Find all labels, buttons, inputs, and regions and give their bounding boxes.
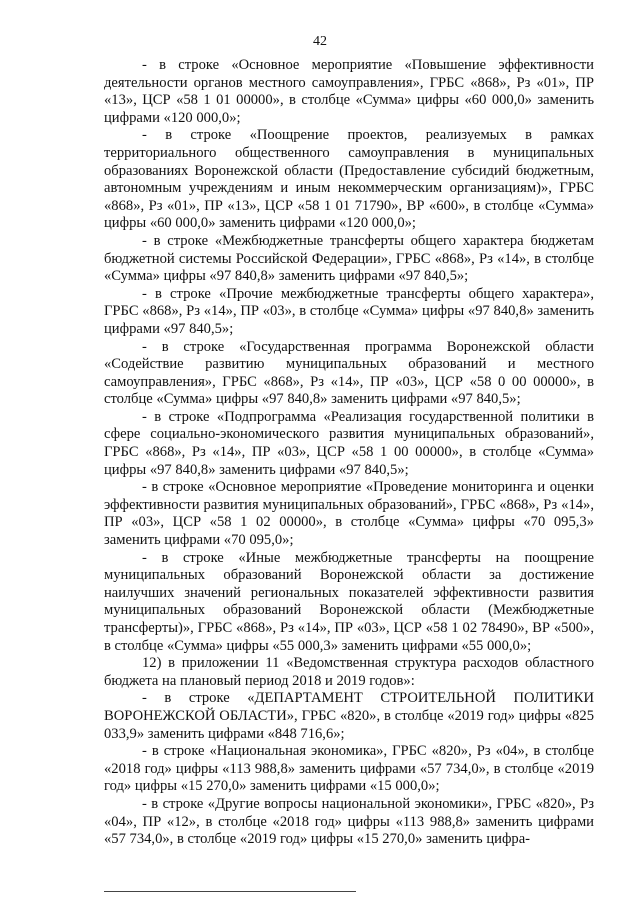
paragraph: - в строке «Другие вопросы национальной экономики», ГРБС «820», Рз «04», ПР «12», в столбце «2018 год» цифры «113 988,8» заменить цифрами «57 734,0», в столбце «2019 год» цифры «15 270,0» заменить цифра- <box>104 795 594 848</box>
paragraph-item-12: 12) в приложении 11 «Ведомственная структура расходов областного бюджета на плановый период 2018 и 2019 годов»: <box>104 655 594 689</box>
paragraph: - в строке «ДЕПАРТАМЕНТ СТРОИТЕЛЬНОЙ ПОЛИТИКИ ВОРОНЕЖСКОЙ ОБЛАСТИ», ГРБС «820», в столбце «2019 год» цифры «825 033,9» заменить цифрами «848 716,6»; <box>104 690 594 742</box>
paragraph: - в строке «Поощрение проектов, реализуемых в рамках территориального общественного самоуправления в муниципальных образованиях Воронежской области (Предоставление субсидий бюджетным, автономным учреждениям и иным некоммерческим организациям)», ГРБС «868», Рз «01», ПР «13», ЦСР «58 1 01 71790», ВР «600», в столбце «Сумма» цифры «60 000,0» заменить цифрами «120 000,0»; <box>104 127 594 232</box>
paragraph: - в строке «Межбюджетные трансферты общего характера бюджетам бюджетной системы Российской Федерации», ГРБС «868», Рз «14», в столбце «Сумма» цифры «97 840,8» заменить цифрами «97 840,5»; <box>104 232 594 285</box>
paragraph: - в строке «Прочие межбюджетные трансферты общего характера», ГРБС «868», Рз «14», ПР «03», в столбце «Сумма» цифры «97 840,8» заменить цифрами «97 840,5»; <box>104 285 594 337</box>
paragraph: - в строке «Национальная экономика», ГРБС «820», Рз «04», в столбце «2018 год» цифры «113 988,8» заменить цифрами «57 734,0», в столбце «2019 год» цифры «15 270,0» заменить цифрами «15 000,0»; <box>104 743 594 795</box>
document-body <box>104 57 594 849</box>
paragraph: - в строке «Подпрограмма «Реализация государственной политики в сфере социально-экономического развития муниципальных образований», ГРБС «868», Рз «14», ПР «03», ЦСР «58 1 00 00000», в столбце «Сумма» цифры «97 840,8» заменить цифрами «97 840,5»; <box>104 408 594 478</box>
paragraph: - в строке «Иные межбюджетные трансферты на поощрение муниципальных образований Воронежской области за достижение наилучших значений региональных показателей эффективности развития муниципальных образований Воронежской области (Межбюджетные трансферты)», ГРБС «868», Рз «14», ПР «03», ЦСР «58 1 02 78490», ВР «500», в столбце «Сумма» цифры «55 000,3» заменить цифрами «55 000,0»; <box>104 549 594 654</box>
paragraph: - в строке «Государственная программа Воронежской области «Содействие развитию муниципальных образований и местного самоуправления», ГРБС «868», Рз «14», ПР «03», ЦСР «58 0 00 00000», в столбце «Сумма» цифры «97 840,8» заменить цифрами «97 840,5»; <box>104 338 594 408</box>
footer-divider <box>104 891 356 892</box>
page-number: 42 <box>313 34 327 49</box>
paragraph: - в строке «Основное мероприятие «Повышение эффективности деятельности органов местного самоуправления», ГРБС «868», Рз «01», ПР «13», ЦСР «58 1 01 00000», в столбце «Сумма» цифры «60 000,0» заменить цифрами «120 000,0»; <box>104 57 594 126</box>
paragraph: - в строке «Основное мероприятие «Проведение мониторинга и оценки эффективности развития муниципальных образований», ГРБС «868», Рз «14», ПР «03», ЦСР «58 1 02 00000», в столбце «Сумма» цифры «70 095,3» заменить цифрами «70 095,0»; <box>104 479 594 549</box>
